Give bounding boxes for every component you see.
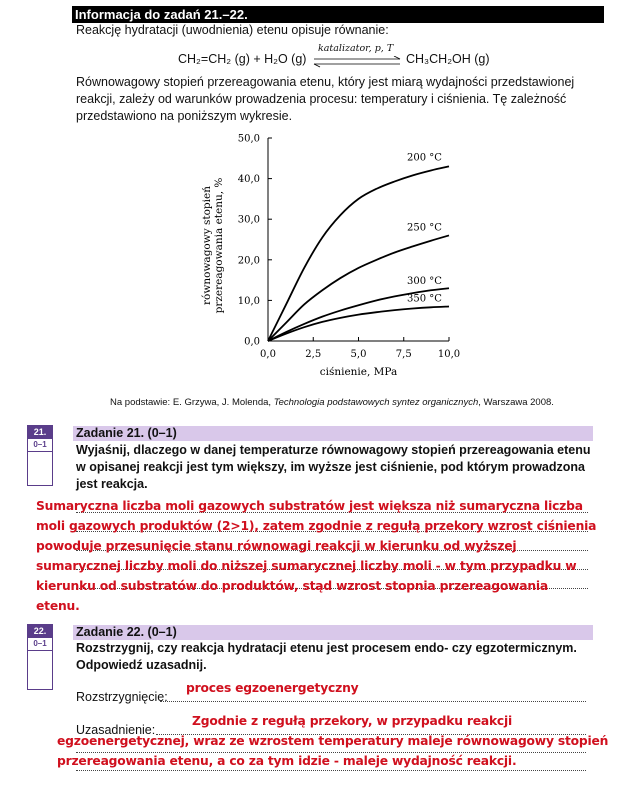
task21-question-2: w opisanej reakcji jest tym większy, im wyższe jest ciśnienie, pod którym prowadzona [76,460,585,474]
task21-answer-2[interactable]: moli gazowych produktów (2>1), zatem zgodnie z regułą przekory wzrost ciśnienia [36,519,597,533]
equilibrium-chart [190,128,490,383]
y-tick-label: 0,0 [244,336,260,348]
x-axis-label: ciśnienie, MPa [319,366,398,378]
task22-number: 22. [28,625,52,638]
y-tick-label: 50,0 [237,133,260,145]
y-tick-label: 40,0 [237,174,260,186]
decision-line [160,701,586,702]
series-label: 350 °C [407,293,442,305]
x-tick-label: 7,5 [395,349,412,360]
decision-answer[interactable]: proces egzoenergetyczny [186,681,359,695]
task22-number-box [27,624,53,690]
equation-right: CH₃CH₂OH (g) [406,52,490,66]
task21-number: 21. [28,426,52,439]
series-label: 200 °C [407,152,442,164]
info-header: Informacja do zadań 21.–22. [72,6,604,23]
y-tick-label: 20,0 [237,255,260,267]
y-axis-label: równowagowy stopień [201,186,213,305]
x-tick-label: 5,0 [350,349,367,360]
task21-question-3: jest reakcja. [76,477,148,491]
task22-question-2: Odpowiedź uzasadnij. [76,658,207,672]
task21-question-1: Wyjaśnij, dlaczego w danej temperaturze równowagowy stopień przereagowania etenu [76,443,591,457]
task21-answer-3[interactable]: powoduje przesunięcie stanu równowagi reakcji w kierunku od wyższej [36,539,517,553]
x-tick-label: 10,0 [437,349,461,360]
paragraph-line-1: Równowagowy stopień przereagowania etenu, który jest miarą wydajności przedstawionej [76,75,575,89]
task21-title: Zadanie 21. (0–1) [73,426,593,441]
x-tick-label: 2,5 [305,349,322,360]
decision-label: Rozstrzygnięcie: [76,690,168,704]
source-suffix: , Warszawa 2008. [478,397,554,408]
task21-answer-6[interactable]: etenu. [36,599,80,613]
y-tick-label: 30,0 [237,214,260,226]
series-label: 300 °C [407,276,442,288]
justification-answer-1[interactable]: Zgodnie z regułą przekory, w przypadku reakcji [192,714,513,728]
task22-points: 0–1 [28,638,52,651]
x-tick-label: 0,0 [260,349,276,360]
equilibrium-arrows-icon [312,56,402,68]
series-line [268,306,449,341]
source-citation [110,397,554,408]
intro-text: Reakcję hydratacji (uwodnienia) etenu opisuje równanie: [76,23,389,37]
task22-title: Zadanie 22. (0–1) [73,625,593,640]
task21-number-box [27,425,53,486]
justification-label: Uzasadnienie: [76,723,156,737]
paragraph-line-3: przedstawiono na poniższym wykresie. [76,109,293,123]
series-label: 250 °C [407,222,442,234]
y-tick-label: 10,0 [237,295,260,307]
justification-answer-3[interactable]: przereagowania etenu, a co za tym idzie - maleje wydajność reakcji. [57,754,517,768]
equation-left: CH₂=CH₂ (g) + H₂O (g) [178,52,307,66]
task22-question-1: Rozstrzygnij, czy reakcja hydratacji etenu jest procesem endo- czy egzotermicznym. [76,641,577,655]
y-axis-label: przereagowania etenu, % [213,177,225,314]
task21-points: 0–1 [28,439,52,452]
task21-answer-4[interactable]: sumarycznej liczby moli do niższej sumarycznej liczby moli - w tym przypadku w [36,559,577,573]
task21-answer-1[interactable]: Sumaryczna liczba moli gazowych substratów jest większa niż sumaryczna liczba [36,499,583,513]
paragraph-line-2: reakcji, zależy od warunków prowadzenia procesu: temperatury i ciśnienia. Tę zależność [76,92,567,106]
equation-condition: katalizator, p, T [318,43,394,54]
series-line [268,235,449,341]
source-prefix: Na podstawie: E. Grzywa, J. Molenda, [110,397,274,408]
justification-answer-2[interactable]: egzoenergetycznej, wraz ze wzrostem temperatury maleje równowagowy stopień [57,734,609,748]
source-title: Technologia podstawowych syntez organicznych [273,397,479,408]
task21-answer-5[interactable]: kierunku od substratów do produktów, stąd wzrost stopnia przereagowania [36,579,549,593]
